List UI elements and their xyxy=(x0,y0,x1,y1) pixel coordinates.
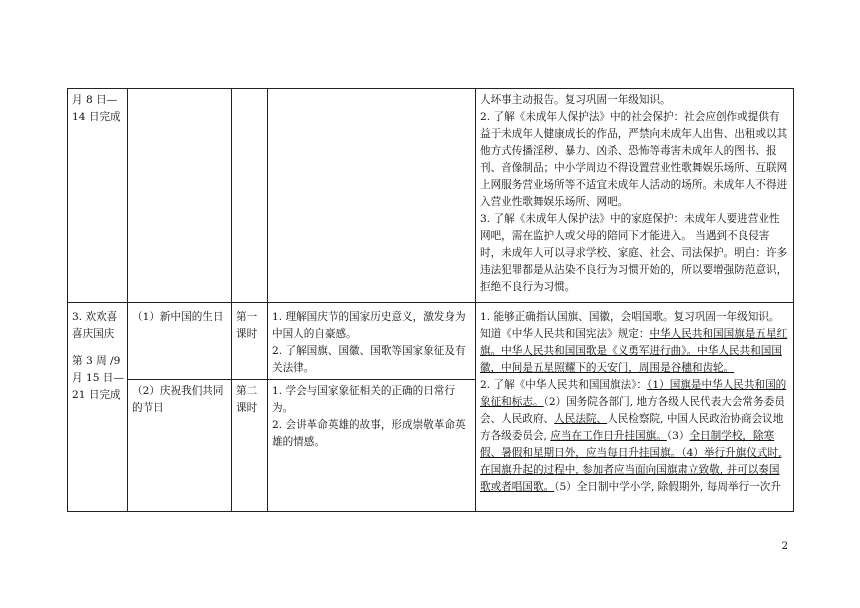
lesson-cell xyxy=(128,380,232,512)
goal-item: 2. 会讲革命英雄的故事，形成崇敬革命英雄的情感。 xyxy=(272,419,466,448)
content-paragraph: 3. 了解《未成年人保护法》中的家庭保护：未成年人要进营业性网吧，需在监护人或父母的陪同下才能进入。 当遇到不良侵害时，未成年人可以寻求学校、家庭、社会、司法保护。明白：许多违法犯罪都是从沾染不良行为习惯开始的，所以要增强防范意识，拒绝不良行为习惯。 xyxy=(480,213,788,293)
underlined-text: （1）国旗是中华人民共和国的象征和标志。 xyxy=(480,379,787,408)
period-label: 第二课时 xyxy=(236,385,258,414)
underlined-text: 中华人民共和国国旗是五星红旗。中华人民共和国国歌是《义勇军进行曲》。中华人民共和国国徽，中间是五星照耀下的天安门，周围是谷穗和齿轮。 xyxy=(480,328,788,374)
unit-time-cell xyxy=(68,303,128,512)
time-line: 月 8 日— xyxy=(72,94,118,106)
content-text: （2）国务院各部门, 地方各级人民代表大会常务委员会、人民政府、 xyxy=(480,396,785,425)
goal-cell xyxy=(268,89,476,303)
time-line: 月 15 日— xyxy=(72,372,124,384)
time-line: 第 3 周 /9 xyxy=(72,355,121,367)
content-text: 知道《中华人民共和国宪法》规定： xyxy=(480,328,650,340)
lesson-cell xyxy=(128,303,232,380)
period-cell xyxy=(232,303,268,380)
unit-title-line: 3. 欢欢喜 xyxy=(72,311,118,323)
unit-title-line: 喜庆国庆 xyxy=(72,328,115,340)
goal-cell xyxy=(268,303,476,380)
lesson-title: （2）庆祝我们共同的节日 xyxy=(132,385,224,414)
underlined-text: 人民法院、 xyxy=(554,413,608,425)
time-line: 21 日完成 xyxy=(72,389,121,401)
content-paragraph xyxy=(480,377,790,496)
goal-item: 1. 学会与国家象征相关的正确的日常行为。 xyxy=(272,385,455,414)
goal-cell xyxy=(268,380,476,512)
content-paragraph xyxy=(480,326,790,377)
content-paragraph: 人坏事主动报告。复习巩固一年级知识。 xyxy=(480,94,671,106)
underlined-text: 应当在工作日升挂国旗。 xyxy=(550,430,667,442)
goal-item: 2. 了解国旗、国徽、国歌等国家象征及有关法律。 xyxy=(272,345,466,374)
content-text: （5）全日制中学小学, 除假期外, 每周举行一次升 xyxy=(554,481,781,493)
lesson-cell xyxy=(128,89,232,303)
content-paragraph: 1. 能够正确指认国旗、国徽，会唱国歌。复习巩固一年级知识。 xyxy=(480,311,780,323)
period-label: 第一课时 xyxy=(236,311,258,340)
teaching-plan-table xyxy=(67,88,794,512)
content-text: （3） xyxy=(666,430,690,442)
table-row xyxy=(68,303,794,380)
time-line: 14 日完成 xyxy=(72,111,121,123)
underlined-text: 全日制学校，除寒假、暑假和星期日外，应当每日升挂国旗。（4）举行升旗仪式时, 在国旗升起的过程中, 参加者应当面向国旗肃立致敬, 并可以奏国歌或者唱国歌。 xyxy=(480,430,782,493)
page-number: 2 xyxy=(781,541,788,552)
goal-item: 1. 理解国庆节的国家历史意义，激发身为中国人的自豪感。 xyxy=(272,311,466,340)
table-row xyxy=(68,89,794,303)
period-cell xyxy=(232,89,268,303)
content-text: 人民检察院, 中国人民政治协商会议地方各级委员会, xyxy=(480,413,784,442)
lesson-title: （1）新中国的生日 xyxy=(132,311,224,323)
period-cell xyxy=(232,380,268,512)
content-cell xyxy=(476,303,794,512)
unit-time-cell xyxy=(68,89,128,303)
content-text: 2. 了解《中华人民共和国国旗法》： xyxy=(480,379,648,391)
content-cell xyxy=(476,89,794,303)
content-paragraph: 2. 了解《未成年人保护法》中的社会保护：社会应创作或提供有益于未成年人健康成长的作品，严禁向未成年人出售、出租或以其他方式传播淫秽、暴力、凶杀、恐怖等毒害未成年人的图书、报刊、音像制品；中小学周边不得设置营业性歌舞娱乐场所、互联网上网服务营业场所等不适宜未成年人活动的场所。未成年人不得进入营业性歌舞娱乐场所、网吧。 xyxy=(480,111,788,208)
